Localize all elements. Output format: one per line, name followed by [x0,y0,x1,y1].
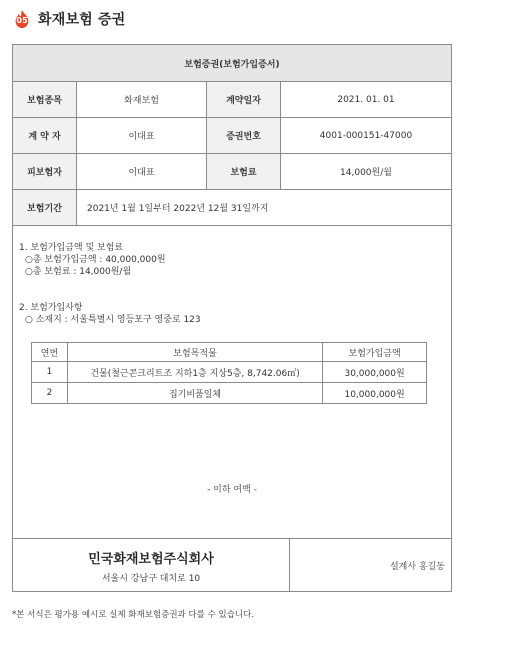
value-insurance-period: 2021년 1월 1일부터 2022년 12월 31일까지 [87,204,269,214]
label-premium: 보험료 [207,154,281,189]
page-title: 화재보험 증권 [38,12,126,28]
cell-object: 집기비품일체 [67,383,322,404]
table-row [32,362,427,383]
cell-no: 1 [32,362,68,383]
cell-object: 건물(철근콘크리트조 지하1층 지상5층, 8,742.06㎡) [67,362,322,383]
label-insurance-type: 보험종목 [13,82,77,117]
fire-icon [12,9,32,29]
label-policy-number: 증권번호 [207,118,281,153]
coverage-section [19,242,166,278]
total-premium-line: ○총 보험료 : 14,000원/월 [25,267,132,277]
issuer-block [13,539,290,592]
disclaimer-note: *본 서식은 평가용 예시로 실제 화재보험증권과 다를 수 있습니다. [12,610,255,620]
label-contractor: 계 약 자 [13,118,77,153]
subscription-section [19,302,201,326]
company-name: 민국화재보험주식회사 [88,551,214,567]
period-row [13,190,451,226]
end-of-content-note: - 이하 여백 - [207,485,257,495]
value-insured: 이대표 [77,154,207,189]
total-coverage-line: ○총 보험가입금액 : 40,000,000원 [25,255,166,265]
section-header [12,8,125,30]
coverage-section-title: 1. 보험가입금액 및 보험료 [19,243,124,253]
column-header-no: 연번 [32,343,68,362]
label-insurance-period: 보험기간 [13,190,77,225]
location-line: ○ 소재지 : 서울특별시 영등포구 영중로 123 [25,315,201,325]
column-header-object: 보험목적물 [67,343,322,362]
value-policy-number: 4001-000151-47000 [319,130,413,141]
certificate-body [13,232,451,538]
insurance-certificate [12,44,452,592]
cell-amount: 30,000,000원 [323,362,427,383]
info-row [13,154,451,190]
info-row [13,82,451,118]
signer-name: 설계사 홍길동 [389,562,445,572]
cell-no: 2 [32,383,68,404]
table-header-row [32,343,427,362]
certificate-footer [13,538,451,592]
subscription-section-title: 2. 보험가입사항 [19,303,83,313]
value-contractor: 이대표 [77,118,207,153]
certificate-title: 보험증권(보험가입증서) [13,45,451,82]
section-number-badge: 05 [16,16,28,25]
insured-items-table [31,342,427,404]
value-insurance-type: 화재보험 [77,82,207,117]
info-row [13,118,451,154]
label-contract-date: 계약일자 [207,82,281,117]
value-premium: 14,000원/월 [340,168,392,178]
company-address: 서울시 강남구 대치로 10 [101,573,201,584]
value-contract-date: 2021. 01. 01 [337,94,395,105]
label-insured: 피보험자 [13,154,77,189]
column-header-amount: 보험가입금액 [323,343,427,362]
table-row [32,383,427,404]
cell-amount: 10,000,000원 [323,383,427,404]
